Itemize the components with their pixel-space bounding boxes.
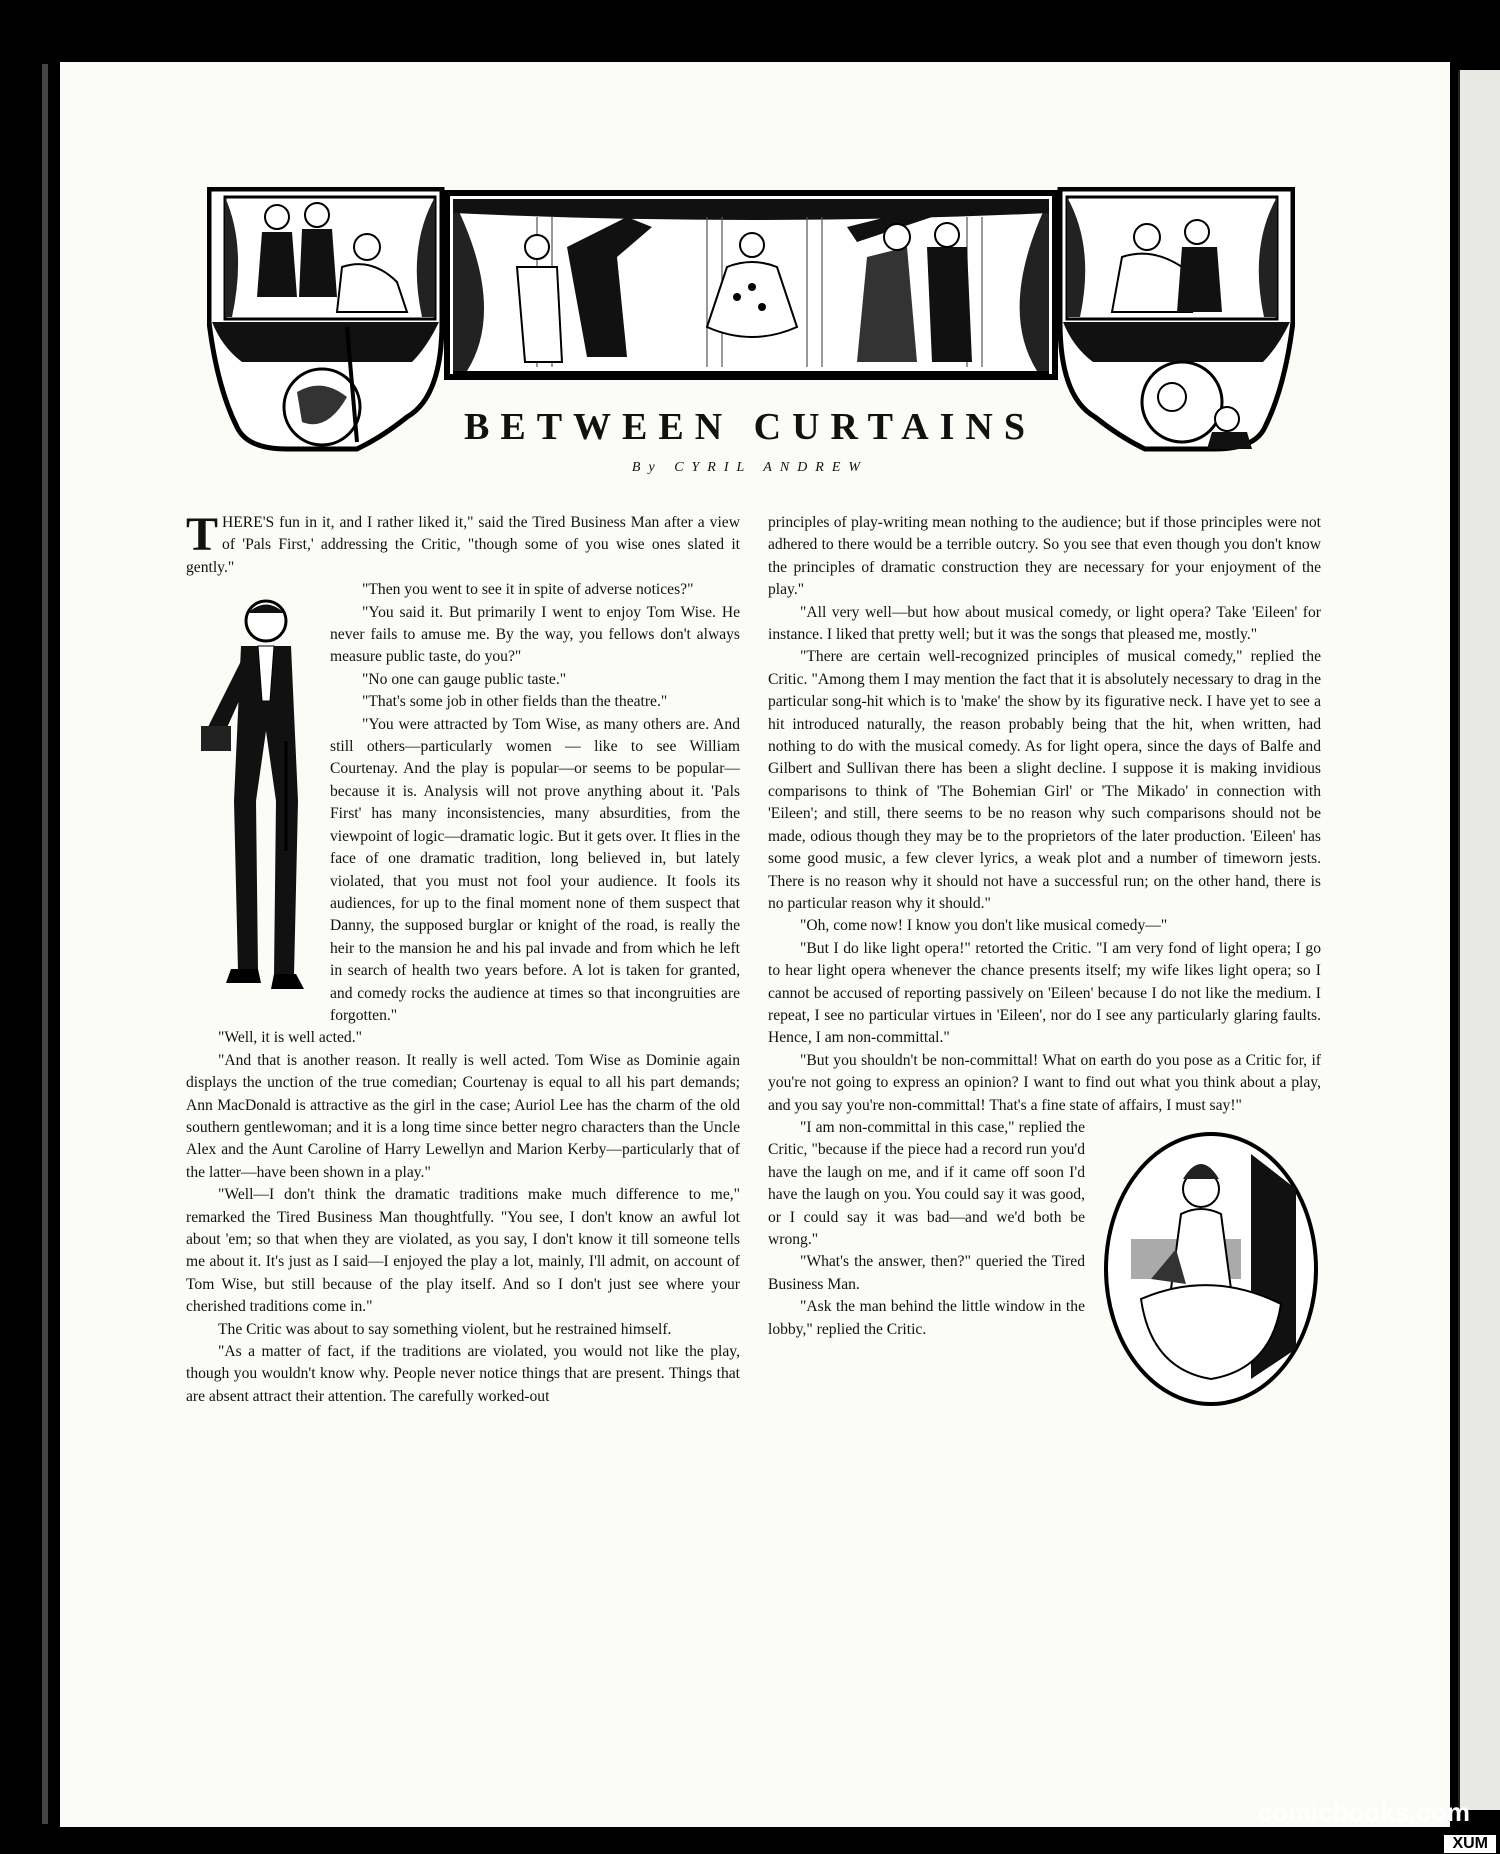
paragraph: "Well, it is well acted." [218,1029,362,1047]
next-page-edge [1458,70,1500,1810]
site-watermark: comicbooks.com [1257,1797,1470,1827]
paragraph: "But I do like light opera!" retorted the Critic. "I am very fond of light opera; I go to hear light opera whenever the chance presents itself; my wife likes light opera; so I cannot be accused of reporting passively on 'Eileen' because I do not like the medium. I repeat, I see no particular virtues in 'Eileen', nor do I see any particularly glaring faults. Hence, I am non-committal." [768,939,1321,1047]
scan-edge [42,64,48,1824]
woman-with-fan-illustration [1101,1129,1321,1409]
article-title: BETWEEN CURTAINS [464,406,1036,448]
paragraph: "As a matter of fact, if the traditions are violated, you would not like the play, though you wouldn't know why. People never notice things that are present. Things that are absent attract their attention. The carefully worked-out [186,1343,740,1405]
paragraph: "Ask the man behind the little window in the lobby," replied the Critic. [768,1298,1085,1338]
paragraph: "Well—I don't think the dramatic traditions make much difference to me," remarked the Tired Business Man thoughtfully. "You see, I don't know an awful lot about 'em; so that when they are violated, as you say, I don't know it till someone tells me about it. It's just as I said—I enjoyed the play a lot, mainly, I'll admit, on account of Tom Wise, but still because of the play itself. And so I don't just see where your cherished traditions come in." [186,1186,740,1316]
left-column [186,508,740,1408]
article-byline: By CYRIL ANDREW [631,460,869,475]
right-column [768,512,1321,1413]
xum-badge: XUM [1444,1835,1496,1853]
paragraph: "I am non-committal in this case," replied the Critic, "because if the piece had a record run you'd have the laugh on me, and if it came off soon I'd have the laugh on you. You could say it was good, or I could say it was bad—and we'd both be wrong." [768,1118,1085,1248]
paragraph: "And that is another reason. It really is well acted. Tom Wise as Dominie again displays the unction of the true comedian; Courtenay is equal to all his part demands; Ann MacDonald is attractive as the girl in the case; Auriol Lee has the charm of the old southern gentlewoman; and it is a long time since better negro characters than the Uncle Alex and the Aunt Caroline of Harry Lewellyn and Marion Kerby—particularly that of the latter—have been shown in a play." [186,1051,740,1181]
paragraph: "No one can gauge public taste." [362,670,567,688]
paragraph: "All very well—but how about musical comedy, or light opera? Take 'Eileen' for instance. I liked that pretty well; but it was the songs that pleased me, mostly." [768,603,1321,644]
paragraph: "But you shouldn't be non-committal! What on earth do you pose as a Critic for, if you're not going to express an opinion? I want to find out what you think about a play, and you say you're non-committal! That's a fine state of affairs, I must say!" [768,1051,1321,1114]
paragraph: "That's some job in other fields than the theatre." [362,693,668,711]
paragraph: THERE'S fun in it, and I rather liked it," said the Tired Business Man after a view of 'Pals First,' addressing the Critic, "though some of you wise ones slated it gently." [186,508,740,576]
drop-cap: T [186,508,219,561]
paragraph: "There are certain well-recognized principles of musical comedy," replied the Critic. "Among them I may mention the fact that it is absolutely necessary to drag in the particular song-hit which is to 'make' the show by its figurative neck. I have yet to see a hit introduced naturally, the reason probably being that the hit, when written, had nothing to do with the musical comedy. As for light opera, since the days of Balfe and Gilbert and Sullivan there has been a slight decline. I suppose it is making invidious comparisons to think of 'The Bohemian Girl' or 'The Mikado' in connection with 'Eileen'; and still, there seems to be no reason why such comparisons should not be made, odious though they may be to the proprietors of the later production. 'Eileen' has some good music, a few clever lyrics, a weak plot and a number of timeworn jests. There is no reason why it should not have a successful run; on the other hand, there is no particular reason why it should." [768,648,1321,912]
center-stage-illustration [447,193,1055,377]
paragraph: "You were attracted by Tom Wise, as many others are. And still others—particularly women — like to see William Courtenay. And the play is popular—or seems to be popular—because it is. Analysis will not prove anything about it. 'Pals First' has many inconsistencies, many absurdities, from the viewpoint of logic—dramatic logic. But it gets over. It flies in the face of one dramatic tradition, long believed in, but lately violated, that you must not fool your audience. It fools its audiences, for up to the final moment none of them suspect that Danny, the supposed burglar or knight of the road, is really the heir to the mansion he and his pal invade and from which he left in search of health two years before. A lot is taken for granted, and comedy rocks the audience at times so that incongruities are forgotten." [330,715,740,1024]
paragraph: "Oh, come now! I know you don't like musical comedy—" [800,917,1168,935]
man-in-tuxedo-illustration [186,591,316,1015]
paragraph: "What's the answer, then?" queried the Tired Business Man. [768,1253,1085,1293]
paragraph: The Critic was about to say something violent, but he restrained himself. [218,1320,672,1338]
paragraph: "Then you went to see it in spite of adverse notices?" [362,581,694,599]
paragraph: principles of play-writing mean nothing to the audience; but if those principles were not adhered to there would be a terrible outcry. So you see that even though you don't know the principles of dramatic construction they are necessary for your enjoyment of the play." [768,514,1321,599]
paragraph: "You said it. But primarily I went to enjoy Tom Wise. He never fails to amuse me. By the way, you fellows don't always measure public taste, do you?" [330,603,740,666]
